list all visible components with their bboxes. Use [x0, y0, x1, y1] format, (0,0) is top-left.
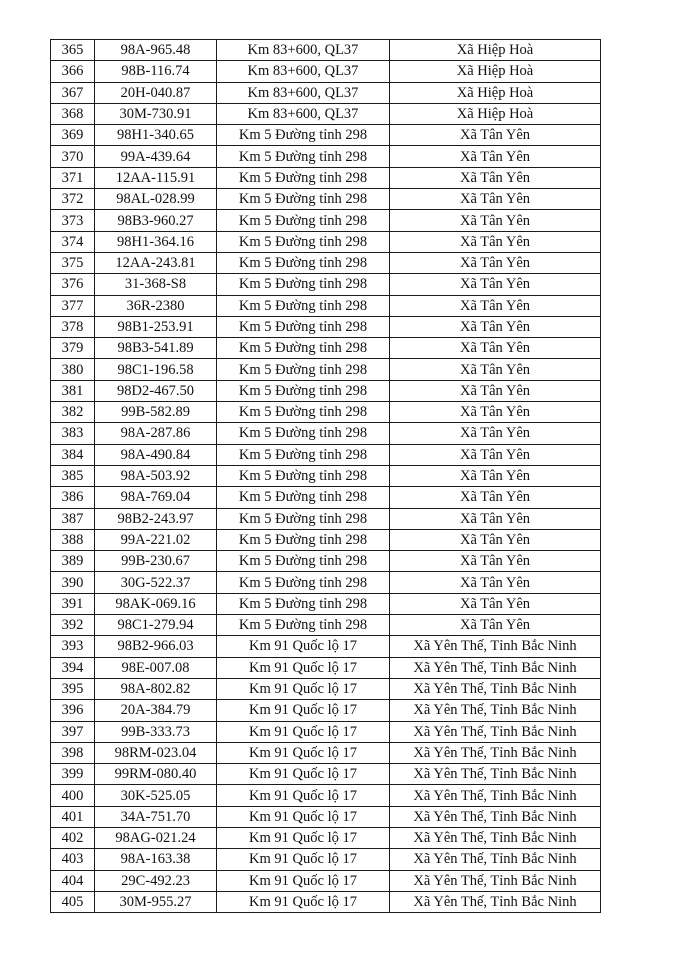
- administrative-unit-cell: Xã Hiệp Hoà: [390, 40, 601, 61]
- license-plate-cell: 98A-769.04: [95, 487, 217, 508]
- administrative-unit-cell: Xã Yên Thế, Tỉnh Bắc Ninh: [390, 827, 601, 848]
- row-number-cell: 370: [51, 146, 95, 167]
- table-row: [51, 274, 601, 295]
- violation-location-cell: Km 91 Quốc lộ 17: [217, 636, 390, 657]
- row-number-cell: 372: [51, 189, 95, 210]
- row-number-cell: 367: [51, 82, 95, 103]
- row-number-cell: 369: [51, 125, 95, 146]
- administrative-unit-cell: Xã Tân Yên: [390, 274, 601, 295]
- row-number-cell: 399: [51, 764, 95, 785]
- row-number-cell: 386: [51, 487, 95, 508]
- license-plate-cell: 98C1-279.94: [95, 615, 217, 636]
- license-plate-cell: 34A-751.70: [95, 806, 217, 827]
- administrative-unit-cell: Xã Hiệp Hoà: [390, 61, 601, 82]
- violation-location-cell: Km 83+600, QL37: [217, 82, 390, 103]
- violation-location-cell: Km 5 Đường tỉnh 298: [217, 274, 390, 295]
- table-row: [51, 700, 601, 721]
- row-number-cell: 403: [51, 849, 95, 870]
- administrative-unit-cell: Xã Tân Yên: [390, 146, 601, 167]
- table-row: [51, 40, 601, 61]
- table-row: [51, 402, 601, 423]
- table-row: [51, 359, 601, 380]
- administrative-unit-cell: Xã Tân Yên: [390, 402, 601, 423]
- violation-location-cell: Km 91 Quốc lộ 17: [217, 785, 390, 806]
- table-row: [51, 295, 601, 316]
- violation-location-cell: Km 5 Đường tỉnh 298: [217, 359, 390, 380]
- administrative-unit-cell: Xã Yên Thế, Tỉnh Bắc Ninh: [390, 849, 601, 870]
- license-plate-cell: 98B3-960.27: [95, 210, 217, 231]
- violation-location-cell: Km 83+600, QL37: [217, 40, 390, 61]
- administrative-unit-cell: Xã Yên Thế, Tỉnh Bắc Ninh: [390, 764, 601, 785]
- violation-location-cell: Km 5 Đường tỉnh 298: [217, 316, 390, 337]
- table-row: [51, 764, 601, 785]
- administrative-unit-cell: Xã Yên Thế, Tỉnh Bắc Ninh: [390, 721, 601, 742]
- row-number-cell: 366: [51, 61, 95, 82]
- violation-location-cell: Km 5 Đường tỉnh 298: [217, 189, 390, 210]
- table-row: [51, 82, 601, 103]
- table-row: [51, 125, 601, 146]
- row-number-cell: 381: [51, 380, 95, 401]
- administrative-unit-cell: Xã Tân Yên: [390, 338, 601, 359]
- violation-location-cell: Km 5 Đường tỉnh 298: [217, 402, 390, 423]
- row-number-cell: 400: [51, 785, 95, 806]
- administrative-unit-cell: Xã Yên Thế, Tỉnh Bắc Ninh: [390, 636, 601, 657]
- row-number-cell: 377: [51, 295, 95, 316]
- table-row: [51, 657, 601, 678]
- row-number-cell: 395: [51, 678, 95, 699]
- table-row: [51, 806, 601, 827]
- table-row: [51, 316, 601, 337]
- license-plate-cell: 98B-116.74: [95, 61, 217, 82]
- table-row: [51, 380, 601, 401]
- table-row: [51, 210, 601, 231]
- administrative-unit-cell: Xã Tân Yên: [390, 615, 601, 636]
- row-number-cell: 402: [51, 827, 95, 848]
- violation-table: [50, 39, 601, 913]
- license-plate-cell: 98A-503.92: [95, 465, 217, 486]
- violation-location-cell: Km 5 Đường tỉnh 298: [217, 465, 390, 486]
- license-plate-cell: 98AK-069.16: [95, 593, 217, 614]
- violation-location-cell: Km 5 Đường tỉnh 298: [217, 423, 390, 444]
- row-number-cell: 388: [51, 529, 95, 550]
- row-number-cell: 392: [51, 615, 95, 636]
- row-number-cell: 382: [51, 402, 95, 423]
- license-plate-cell: 36R-2380: [95, 295, 217, 316]
- table-row: [51, 572, 601, 593]
- violation-location-cell: Km 91 Quốc lộ 17: [217, 870, 390, 891]
- license-plate-cell: 98AG-021.24: [95, 827, 217, 848]
- violation-location-cell: Km 91 Quốc lộ 17: [217, 678, 390, 699]
- administrative-unit-cell: Xã Tân Yên: [390, 210, 601, 231]
- administrative-unit-cell: Xã Yên Thế, Tỉnh Bắc Ninh: [390, 678, 601, 699]
- row-number-cell: 396: [51, 700, 95, 721]
- administrative-unit-cell: Xã Yên Thế, Tỉnh Bắc Ninh: [390, 891, 601, 912]
- table-row: [51, 891, 601, 912]
- table-row: [51, 338, 601, 359]
- license-plate-cell: 98A-802.82: [95, 678, 217, 699]
- row-number-cell: 385: [51, 465, 95, 486]
- violation-location-cell: Km 91 Quốc lộ 17: [217, 891, 390, 912]
- row-number-cell: 390: [51, 572, 95, 593]
- administrative-unit-cell: Xã Hiệp Hoà: [390, 82, 601, 103]
- row-number-cell: 394: [51, 657, 95, 678]
- violation-location-cell: Km 5 Đường tỉnh 298: [217, 487, 390, 508]
- violation-location-cell: Km 5 Đường tỉnh 298: [217, 380, 390, 401]
- administrative-unit-cell: Xã Tân Yên: [390, 295, 601, 316]
- violation-location-cell: Km 91 Quốc lộ 17: [217, 742, 390, 763]
- license-plate-cell: 29C-492.23: [95, 870, 217, 891]
- row-number-cell: 374: [51, 231, 95, 252]
- license-plate-cell: 98E-007.08: [95, 657, 217, 678]
- row-number-cell: 368: [51, 103, 95, 124]
- table-row: [51, 146, 601, 167]
- violation-location-cell: Km 5 Đường tỉnh 298: [217, 338, 390, 359]
- violation-location-cell: Km 91 Quốc lộ 17: [217, 806, 390, 827]
- license-plate-cell: 99A-439.64: [95, 146, 217, 167]
- administrative-unit-cell: Xã Yên Thế, Tỉnh Bắc Ninh: [390, 806, 601, 827]
- violation-location-cell: Km 91 Quốc lộ 17: [217, 827, 390, 848]
- violation-location-cell: Km 5 Đường tỉnh 298: [217, 593, 390, 614]
- table-row: [51, 827, 601, 848]
- violation-location-cell: Km 91 Quốc lộ 17: [217, 657, 390, 678]
- row-number-cell: 405: [51, 891, 95, 912]
- table-row: [51, 465, 601, 486]
- table-row: [51, 678, 601, 699]
- administrative-unit-cell: Xã Tân Yên: [390, 380, 601, 401]
- license-plate-cell: 30M-955.27: [95, 891, 217, 912]
- violation-location-cell: Km 83+600, QL37: [217, 103, 390, 124]
- violation-table-body: [51, 40, 601, 913]
- license-plate-cell: 98B2-243.97: [95, 508, 217, 529]
- row-number-cell: 379: [51, 338, 95, 359]
- table-row: [51, 593, 601, 614]
- administrative-unit-cell: Xã Tân Yên: [390, 231, 601, 252]
- table-row: [51, 167, 601, 188]
- violation-location-cell: Km 5 Đường tỉnh 298: [217, 231, 390, 252]
- table-row: [51, 508, 601, 529]
- table-row: [51, 849, 601, 870]
- license-plate-cell: 98A-965.48: [95, 40, 217, 61]
- license-plate-cell: 98A-490.84: [95, 444, 217, 465]
- row-number-cell: 384: [51, 444, 95, 465]
- table-row: [51, 231, 601, 252]
- row-number-cell: 376: [51, 274, 95, 295]
- violation-location-cell: Km 5 Đường tỉnh 298: [217, 529, 390, 550]
- table-row: [51, 785, 601, 806]
- violation-location-cell: Km 5 Đường tỉnh 298: [217, 551, 390, 572]
- row-number-cell: 380: [51, 359, 95, 380]
- table-row: [51, 721, 601, 742]
- row-number-cell: 378: [51, 316, 95, 337]
- administrative-unit-cell: Xã Yên Thế, Tỉnh Bắc Ninh: [390, 657, 601, 678]
- row-number-cell: 398: [51, 742, 95, 763]
- row-number-cell: 371: [51, 167, 95, 188]
- license-plate-cell: 98D2-467.50: [95, 380, 217, 401]
- violation-location-cell: Km 5 Đường tỉnh 298: [217, 252, 390, 273]
- row-number-cell: 401: [51, 806, 95, 827]
- administrative-unit-cell: Xã Tân Yên: [390, 167, 601, 188]
- row-number-cell: 397: [51, 721, 95, 742]
- violation-location-cell: Km 5 Đường tỉnh 298: [217, 125, 390, 146]
- license-plate-cell: 99A-221.02: [95, 529, 217, 550]
- violation-location-cell: Km 5 Đường tỉnh 298: [217, 295, 390, 316]
- table-row: [51, 487, 601, 508]
- table-row: [51, 444, 601, 465]
- administrative-unit-cell: Xã Tân Yên: [390, 125, 601, 146]
- administrative-unit-cell: Xã Yên Thế, Tỉnh Bắc Ninh: [390, 785, 601, 806]
- license-plate-cell: 31-368-S8: [95, 274, 217, 295]
- table-row: [51, 636, 601, 657]
- violation-location-cell: Km 91 Quốc lộ 17: [217, 721, 390, 742]
- license-plate-cell: 30G-522.37: [95, 572, 217, 593]
- license-plate-cell: 98A-163.38: [95, 849, 217, 870]
- violation-location-cell: Km 5 Đường tỉnh 298: [217, 615, 390, 636]
- row-number-cell: 383: [51, 423, 95, 444]
- violation-location-cell: Km 91 Quốc lộ 17: [217, 700, 390, 721]
- row-number-cell: 404: [51, 870, 95, 891]
- table-row: [51, 61, 601, 82]
- violation-location-cell: Km 5 Đường tỉnh 298: [217, 146, 390, 167]
- table-row: [51, 423, 601, 444]
- table-row: [51, 742, 601, 763]
- administrative-unit-cell: Xã Tân Yên: [390, 572, 601, 593]
- violation-location-cell: Km 91 Quốc lộ 17: [217, 849, 390, 870]
- license-plate-cell: 99B-333.73: [95, 721, 217, 742]
- administrative-unit-cell: Xã Tân Yên: [390, 316, 601, 337]
- row-number-cell: 373: [51, 210, 95, 231]
- table-row: [51, 551, 601, 572]
- administrative-unit-cell: Xã Tân Yên: [390, 593, 601, 614]
- administrative-unit-cell: Xã Tân Yên: [390, 487, 601, 508]
- administrative-unit-cell: Xã Hiệp Hoà: [390, 103, 601, 124]
- license-plate-cell: 20H-040.87: [95, 82, 217, 103]
- violation-location-cell: Km 5 Đường tỉnh 298: [217, 167, 390, 188]
- row-number-cell: 389: [51, 551, 95, 572]
- administrative-unit-cell: Xã Tân Yên: [390, 252, 601, 273]
- administrative-unit-cell: Xã Tân Yên: [390, 444, 601, 465]
- administrative-unit-cell: Xã Tân Yên: [390, 359, 601, 380]
- license-plate-cell: 98B1-253.91: [95, 316, 217, 337]
- license-plate-cell: 12AA-243.81: [95, 252, 217, 273]
- license-plate-cell: 98H1-364.16: [95, 231, 217, 252]
- administrative-unit-cell: Xã Yên Thế, Tỉnh Bắc Ninh: [390, 742, 601, 763]
- table-row: [51, 615, 601, 636]
- row-number-cell: 387: [51, 508, 95, 529]
- violation-location-cell: Km 5 Đường tỉnh 298: [217, 572, 390, 593]
- administrative-unit-cell: Xã Tân Yên: [390, 508, 601, 529]
- administrative-unit-cell: Xã Tân Yên: [390, 423, 601, 444]
- license-plate-cell: 98H1-340.65: [95, 125, 217, 146]
- violation-location-cell: Km 91 Quốc lộ 17: [217, 764, 390, 785]
- license-plate-cell: 30M-730.91: [95, 103, 217, 124]
- violation-location-cell: Km 5 Đường tỉnh 298: [217, 508, 390, 529]
- license-plate-cell: 30K-525.05: [95, 785, 217, 806]
- license-plate-cell: 99B-582.89: [95, 402, 217, 423]
- table-row: [51, 252, 601, 273]
- table-row: [51, 189, 601, 210]
- violation-location-cell: Km 5 Đường tỉnh 298: [217, 444, 390, 465]
- license-plate-cell: 12AA-115.91: [95, 167, 217, 188]
- table-row: [51, 529, 601, 550]
- row-number-cell: 365: [51, 40, 95, 61]
- license-plate-cell: 98B2-966.03: [95, 636, 217, 657]
- license-plate-cell: 20A-384.79: [95, 700, 217, 721]
- license-plate-cell: 99RM-080.40: [95, 764, 217, 785]
- row-number-cell: 391: [51, 593, 95, 614]
- table-row: [51, 870, 601, 891]
- license-plate-cell: 99B-230.67: [95, 551, 217, 572]
- license-plate-cell: 98B3-541.89: [95, 338, 217, 359]
- violation-location-cell: Km 5 Đường tỉnh 298: [217, 210, 390, 231]
- license-plate-cell: 98AL-028.99: [95, 189, 217, 210]
- license-plate-cell: 98RM-023.04: [95, 742, 217, 763]
- violation-location-cell: Km 83+600, QL37: [217, 61, 390, 82]
- license-plate-cell: 98C1-196.58: [95, 359, 217, 380]
- administrative-unit-cell: Xã Tân Yên: [390, 529, 601, 550]
- administrative-unit-cell: Xã Tân Yên: [390, 551, 601, 572]
- administrative-unit-cell: Xã Yên Thế, Tỉnh Bắc Ninh: [390, 700, 601, 721]
- administrative-unit-cell: Xã Tân Yên: [390, 465, 601, 486]
- license-plate-cell: 98A-287.86: [95, 423, 217, 444]
- row-number-cell: 375: [51, 252, 95, 273]
- administrative-unit-cell: Xã Tân Yên: [390, 189, 601, 210]
- table-row: [51, 103, 601, 124]
- administrative-unit-cell: Xã Yên Thế, Tỉnh Bắc Ninh: [390, 870, 601, 891]
- row-number-cell: 393: [51, 636, 95, 657]
